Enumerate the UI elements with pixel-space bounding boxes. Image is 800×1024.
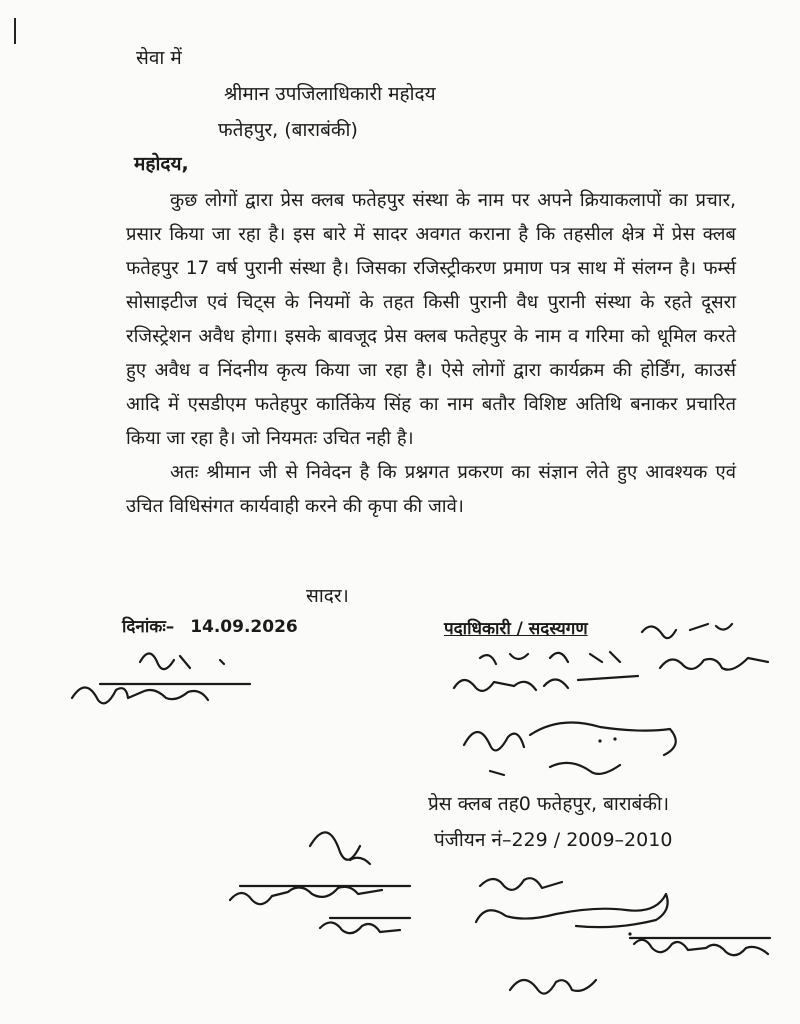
recipient-title: श्रीमान उपजिलाधिकारी महोदय <box>224 83 436 105</box>
closing: सादर। <box>306 585 349 607</box>
salutation-to: सेवा में <box>136 47 182 69</box>
body-paragraph-1: कुछ लोगों द्वारा प्रेस क्लब फतेहपुर संस्था के नाम पर अपने क्रियाकलापों का प्रचार, प्रसार किया जा रहा है। इस बारे में सादर अवगत कराना है कि तहसील क्षेत्र में प्रेस क्लब फतेहपुर 17 वर्ष पुरानी संस्था है। जिसका रजिस्ट्रीकरण प्रमाण पत्र साथ में संलग्न है। फर्म्स सोसाइटीज एवं चिट्स के नियमों के तहत किसी पुरानी वैध पुरानी संस्था के रहते दूसरा रजिस्ट्रेशन अवैध होगा। इसके बावजूद प्रेस क्लब फतेहपुर के नाम व गरिमा को धूमिल करते हुए अवैध व निंदनीय कृत्य किया जा रहा है। ऐसे लोगों द्वारा कार्यक्रम की होर्डिंग, काउर्स आदि में एसडीएम फतेहपुर कार्तिकेय सिंह का नाम बतौर विशिष्ट अतिथि बनाकर प्रचारित किया जा रहा है। जो नियमतः उचित नही है। <box>126 190 737 449</box>
margin-mark <box>14 18 16 44</box>
greeting: महोदय, <box>134 153 189 175</box>
signature-4 <box>450 705 700 785</box>
signature-5 <box>200 820 440 950</box>
date-value: 14.09.2026 <box>190 617 298 637</box>
organization: प्रेस क्लब तह0 फतेहपुर, बाराबंकी। <box>428 793 670 815</box>
signatories-heading: पदाधिकारी / सदस्यगण <box>444 619 588 639</box>
body-paragraph-2: अतः श्रीमान जी से निवेदन है कि प्रश्नगत प्रकरण का संज्ञान लेते हुए आवश्यक एवं उचित विधिसंगत कार्यवाही करने की कृपा की जावे। <box>126 462 736 517</box>
recipient-place: फतेहपुर, (बाराबंकी) <box>218 119 358 141</box>
date-line <box>122 614 298 637</box>
letter-body <box>126 184 736 524</box>
signature-3 <box>620 612 790 682</box>
date-label: दिनांकः– <box>122 617 175 637</box>
signature-6 <box>470 868 680 938</box>
signature-1 <box>60 640 260 720</box>
registration: पंजीयन नं–229 / 2009–2010 <box>434 829 673 851</box>
signature-7 <box>500 930 790 1020</box>
